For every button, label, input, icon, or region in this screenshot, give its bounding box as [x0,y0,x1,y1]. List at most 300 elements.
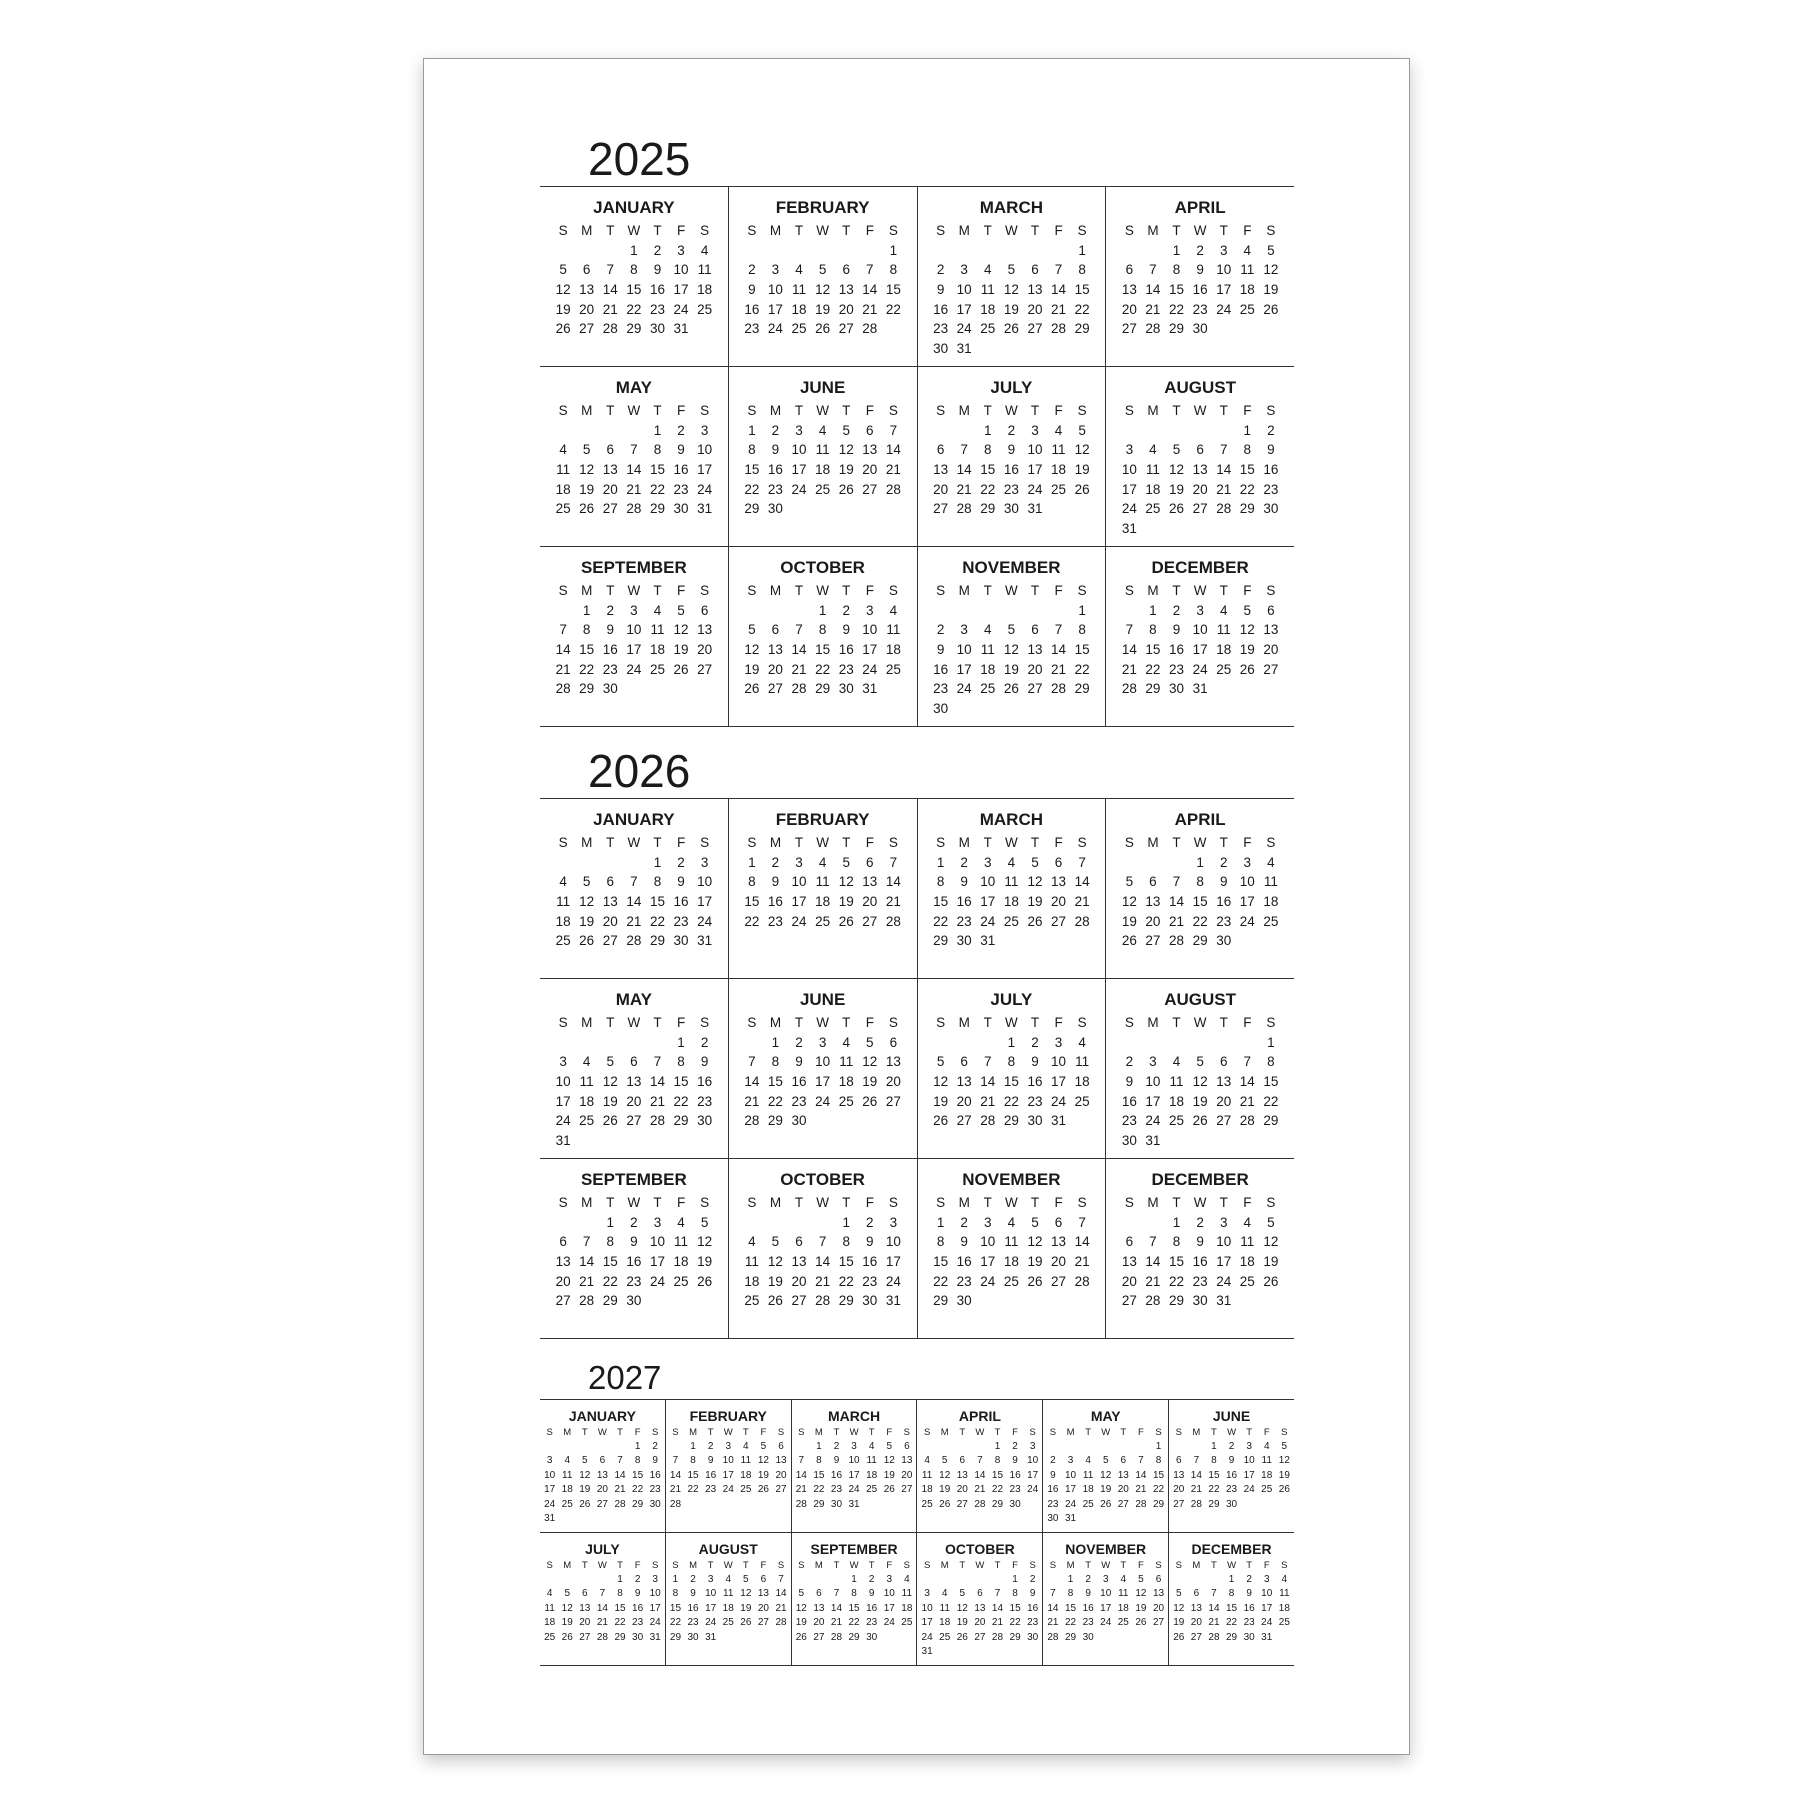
month-july [917,979,1106,1158]
weekday-label: S [546,1559,553,1571]
day-number: 6 [960,1054,968,1070]
day-number: 19 [1100,1484,1112,1496]
day-number: 9 [634,1588,641,1600]
day-number: 31 [1192,681,1208,697]
month-name: NOVEMBER [962,558,1061,577]
weekday-label: F [1243,223,1252,239]
weekday-label: W [816,223,829,239]
day-number: 8 [1172,1234,1181,1250]
day-number: 28 [980,1113,996,1129]
weekday-label: W [1005,1195,1018,1211]
day-number: 24 [649,1617,661,1629]
day-number: 6 [889,1034,898,1050]
weekday-label: T [1219,223,1228,239]
weekday-label: S [1077,1015,1087,1031]
empty-day [952,601,976,621]
empty-day [828,1572,846,1586]
day-number: 22 [614,1617,626,1629]
day-number: 7 [1172,874,1181,890]
day-number: 16 [1121,1093,1137,1109]
day-number: 6 [866,422,874,438]
day-number: 31 [697,933,713,949]
day-number: 14 [1169,894,1185,910]
weekday-label: M [769,835,782,851]
day-number: 10 [1100,1588,1112,1600]
weekday-label: S [1266,1195,1276,1211]
day-number: 14 [579,1254,595,1270]
month-name: AUGUST [1164,378,1237,397]
day-number: 8 [842,1234,850,1250]
day-number: 16 [1047,1484,1059,1496]
day-number: 24 [791,481,807,497]
day-number: 20 [697,642,713,658]
day-number: 13 [1173,1469,1185,1481]
day-number: 17 [1216,1254,1232,1270]
day-number: 15 [1003,1074,1019,1090]
day-number: 20 [791,1273,807,1289]
day-number: 18 [791,301,807,317]
weekday-label: W [975,1426,985,1438]
empty-day [918,1439,936,1453]
day-number: 15 [838,1254,854,1270]
day-number: 20 [555,1273,571,1289]
day-number: 20 [933,481,949,497]
day-number: 6 [778,1441,784,1453]
day-number: 4 [1078,1034,1086,1050]
day-number: 1 [677,1034,685,1050]
day-number: 20 [862,894,878,910]
day-number: 22 [1152,1484,1165,1496]
day-number: 12 [933,1074,949,1090]
day-number: 30 [1192,1293,1208,1309]
day-number: 17 [956,661,972,677]
day-number: 2 [842,602,850,618]
day-number: 25 [866,1484,878,1496]
day-number: 8 [1211,1455,1217,1467]
day-number: 21 [791,661,807,677]
day-number: 18 [866,1469,878,1481]
day-number: 21 [602,301,618,317]
day-number: 20 [602,913,618,929]
weekday-label: M [958,403,970,419]
day-number: 20 [602,481,618,497]
weekday-label: W [816,403,829,419]
day-number: 19 [956,1617,968,1629]
day-number: 10 [921,1602,933,1614]
day-number: 27 [1051,1273,1067,1289]
weekday-label: S [1049,1426,1057,1438]
day-number: 15 [1074,642,1090,658]
weekday-label: W [816,583,829,599]
day-number: 7 [630,442,638,458]
empty-day [834,241,858,261]
weekday-label: F [865,1015,874,1031]
day-number: 22 [669,1617,682,1629]
day-number: 17 [555,1093,571,1109]
day-number: 31 [921,1646,933,1658]
day-number: 19 [1192,1093,1208,1109]
month-row [540,979,1294,1159]
empty-day [858,241,882,261]
day-number: 8 [1243,442,1252,458]
day-number: 16 [830,1469,843,1481]
day-number: 6 [977,1588,983,1600]
day-number: 10 [697,442,713,458]
day-number: 22 [991,1484,1004,1496]
weekday-label: T [581,1426,588,1438]
day-number: 16 [1082,1602,1094,1614]
day-number: 26 [579,933,595,949]
day-number: 15 [1169,1254,1185,1270]
empty-day [575,853,599,873]
day-number: 13 [791,1254,807,1270]
weekday-label: W [816,1195,829,1211]
day-number: 31 [956,340,972,356]
day-number: 6 [1125,262,1134,278]
day-number: 18 [649,642,665,658]
day-number: 5 [886,1441,893,1453]
weekday-label: S [1077,583,1087,599]
weekday-label: W [1193,1015,1207,1031]
day-number: 14 [626,462,642,478]
day-number: 1 [606,1214,615,1230]
weekday-label: F [1054,1195,1063,1211]
day-number: 12 [579,1469,591,1481]
day-number: 9 [795,1054,803,1070]
empty-day [598,1033,622,1053]
day-number: 28 [669,1498,682,1510]
day-number: 3 [886,1574,893,1586]
day-number: 9 [1196,262,1204,278]
day-number: 21 [626,481,642,497]
day-number: 21 [1121,661,1137,677]
day-number: 22 [1169,301,1185,317]
day-number: 26 [579,1498,591,1510]
month-june [728,367,917,546]
day-number: 17 [722,1469,734,1481]
empty-day [541,1439,559,1453]
weekday-label: S [558,835,568,851]
day-number: 8 [634,1455,641,1467]
day-number: 1 [630,242,638,258]
empty-day [764,1213,788,1233]
day-number: 9 [1125,1074,1134,1090]
day-number: 20 [1121,301,1137,317]
month-june [728,979,917,1158]
day-number: 23 [1082,1617,1094,1629]
day-number: 11 [901,1588,913,1600]
day-number: 2 [634,1574,641,1586]
day-number: 2 [795,1034,803,1050]
weekday-label: T [1172,403,1181,419]
day-number: 27 [1121,1293,1137,1309]
weekday-label: S [923,1426,931,1438]
day-number: 29 [1152,1498,1165,1510]
weekday-label: T [707,1426,714,1438]
day-number: 26 [956,1631,968,1643]
day-number: 9 [677,874,685,890]
day-number: 7 [977,1455,983,1467]
empty-day [575,241,599,261]
day-number: 25 [885,661,901,677]
day-number: 10 [791,442,807,458]
day-number: 6 [582,1588,588,1600]
month-november [917,1159,1106,1338]
weekday-label: S [1155,1426,1162,1438]
day-number: 11 [1118,1588,1129,1600]
weekday-label: T [1085,1426,1092,1438]
day-number: 13 [933,462,949,478]
day-table [1118,1013,1283,1150]
day-number: 24 [883,1617,895,1629]
day-number: 8 [672,1588,679,1600]
day-number: 15 [614,1602,626,1614]
day-number: 4 [842,1034,850,1050]
weekday-label: M [563,1426,572,1438]
day-number: 18 [722,1602,734,1614]
weekday-label: S [936,403,946,419]
day-number: 23 [1216,913,1232,929]
day-number: 22 [626,301,642,317]
day-number: 28 [956,501,972,517]
day-number: 29 [1009,1631,1021,1643]
day-number: 18 [901,1602,913,1614]
day-number: 25 [1074,1093,1090,1109]
day-number: 4 [1172,1054,1181,1070]
day-number: 14 [885,442,901,458]
day-number: 19 [795,1617,807,1629]
day-number: 1 [889,242,898,258]
day-number: 1 [634,1441,641,1453]
day-number: 29 [1225,1631,1238,1643]
day-number: 28 [974,1498,986,1510]
day-number: 19 [838,462,854,478]
empty-day [1188,421,1212,441]
day-number: 6 [771,622,780,638]
weekday-label: F [1243,403,1252,419]
day-number: 25 [1239,1273,1255,1289]
day-number: 21 [1145,301,1161,317]
day-number: 11 [1051,442,1066,458]
day-number: 14 [596,1602,608,1614]
weekday-label: S [700,403,710,419]
day-number: 31 [1145,1132,1161,1148]
weekday-label: T [959,1559,966,1571]
day-number: 12 [1027,874,1043,890]
day-table [1118,1193,1283,1311]
weekday-label: T [833,1426,840,1438]
day-number: 23 [1047,1498,1059,1510]
day-number: 6 [1031,262,1039,278]
weekday-label: T [794,583,804,599]
day-number: 5 [582,874,591,890]
day-number: 26 [838,913,854,929]
day-number: 4 [904,1574,910,1586]
month-name: JUNE [799,990,846,1009]
weekday-label: W [627,223,641,239]
day-number: 2 [960,854,968,870]
day-number: 21 [1216,481,1232,497]
month-name: APRIL [1174,198,1226,217]
day-number: 12 [838,442,854,458]
weekday-label: F [1243,1195,1252,1211]
weekday-label: W [1227,1426,1237,1438]
weekday-label: W [627,583,641,599]
day-number: 15 [673,1074,689,1090]
day-number: 27 [1152,1617,1165,1629]
day-number: 27 [1192,501,1208,517]
day-number: 9 [606,622,615,638]
day-number: 22 [744,913,760,929]
day-number: 23 [1169,661,1185,677]
weekday-label: W [1227,1559,1237,1571]
day-number: 19 [1027,1254,1043,1270]
day-number: 8 [1228,1588,1235,1600]
day-number: 15 [1263,1074,1279,1090]
month-october [728,1159,917,1338]
weekday-label: T [606,1015,615,1031]
day-number: 16 [602,642,618,658]
day-number: 26 [1121,933,1137,949]
weekday-label: T [1219,583,1228,599]
day-number: 10 [956,282,972,298]
empty-day [936,1572,954,1586]
day-number: 20 [862,462,878,478]
day-number: 19 [862,1074,878,1090]
day-number: 13 [602,462,618,478]
day-number: 20 [757,1602,769,1614]
month-march [791,1400,917,1532]
day-number: 8 [748,874,756,890]
day-number: 5 [1243,602,1252,618]
day-number: 1 [617,1574,623,1586]
month-september [540,1159,728,1338]
day-number: 13 [838,282,854,298]
day-table [1118,581,1283,699]
day-number: 7 [653,1054,662,1070]
day-number: 3 [960,262,968,278]
empty-day [1141,1213,1165,1233]
weekday-label: S [700,1015,710,1031]
weekday-label: S [700,583,710,599]
day-number: 11 [939,1602,950,1614]
day-number: 23 [956,913,972,929]
day-number: 12 [767,1254,783,1270]
year-2025-block [540,126,1294,716]
empty-day [576,1439,594,1453]
day-number: 2 [690,1574,696,1586]
empty-day [622,1033,646,1053]
day-number: 19 [579,913,595,929]
weekday-label: S [558,223,568,239]
day-number: 17 [697,462,713,478]
day-number: 6 [1031,622,1039,638]
day-number: 24 [649,1273,665,1289]
day-number: 27 [775,1484,787,1496]
day-number: 27 [791,1293,807,1309]
day-number: 19 [1027,894,1043,910]
day-number: 1 [1172,1214,1181,1230]
day-number: 16 [1027,1074,1043,1090]
day-number: 17 [980,894,996,910]
month-february [665,1400,791,1532]
day-number: 24 [555,1113,571,1129]
day-number: 17 [1064,1484,1077,1496]
day-number: 4 [564,1455,570,1467]
day-number: 9 [1050,1469,1056,1481]
day-number: 1 [1012,1574,1018,1586]
weekday-label: T [653,583,662,599]
day-number: 6 [959,1455,966,1467]
day-number: 24 [921,1631,933,1643]
day-number: 25 [1082,1498,1094,1510]
day-number: 3 [984,1214,992,1230]
day-number: 30 [1027,1631,1039,1643]
empty-day [1079,1439,1097,1453]
day-number: 8 [1267,1054,1275,1070]
empty-day [954,1439,972,1453]
day-number: 24 [885,1273,901,1289]
day-number: 20 [579,1617,591,1629]
day-number: 21 [795,1484,807,1496]
day-number: 4 [1149,442,1157,458]
day-number: 30 [956,933,972,949]
day-number: 20 [901,1469,913,1481]
day-number: 4 [725,1574,732,1586]
day-number: 17 [980,1254,996,1270]
day-number: 10 [791,874,807,890]
day-number: 3 [924,1588,930,1600]
day-number: 15 [579,642,595,658]
weekday-label: S [1124,1195,1134,1211]
weekday-label: M [769,1195,782,1211]
day-number: 30 [626,1293,642,1309]
day-number: 7 [748,1054,756,1070]
day-number: 5 [743,1574,749,1586]
day-number: 9 [1029,1588,1036,1600]
day-number: 16 [791,1074,807,1090]
day-number: 1 [1149,602,1157,618]
day-number: 16 [1192,1254,1208,1270]
weekday-label: S [1266,835,1276,851]
weekday-label: S [903,1426,911,1438]
day-table [667,1558,790,1644]
month-row [540,1533,1294,1666]
day-number: 19 [697,1254,713,1270]
day-number: 26 [838,481,854,497]
day-number: 31 [980,933,996,949]
day-number: 2 [1196,1214,1204,1230]
day-number: 20 [1152,1602,1165,1614]
day-number: 26 [1003,681,1019,697]
weekday-label: S [558,1015,568,1031]
day-number: 21 [991,1617,1004,1629]
day-number: 4 [1243,242,1252,258]
day-number: 31 [544,1513,556,1525]
day-number: 3 [1246,1441,1252,1453]
day-number: 20 [1051,894,1067,910]
empty-day [1118,853,1142,873]
day-table [1044,1558,1167,1644]
weekday-label: F [865,1195,874,1211]
day-number: 3 [866,602,874,618]
weekday-label: T [842,403,851,419]
day-number: 17 [791,462,807,478]
day-number: 21 [1239,1093,1255,1109]
day-number: 25 [1117,1617,1129,1629]
day-number: 4 [559,874,567,890]
day-number: 18 [1278,1602,1290,1614]
